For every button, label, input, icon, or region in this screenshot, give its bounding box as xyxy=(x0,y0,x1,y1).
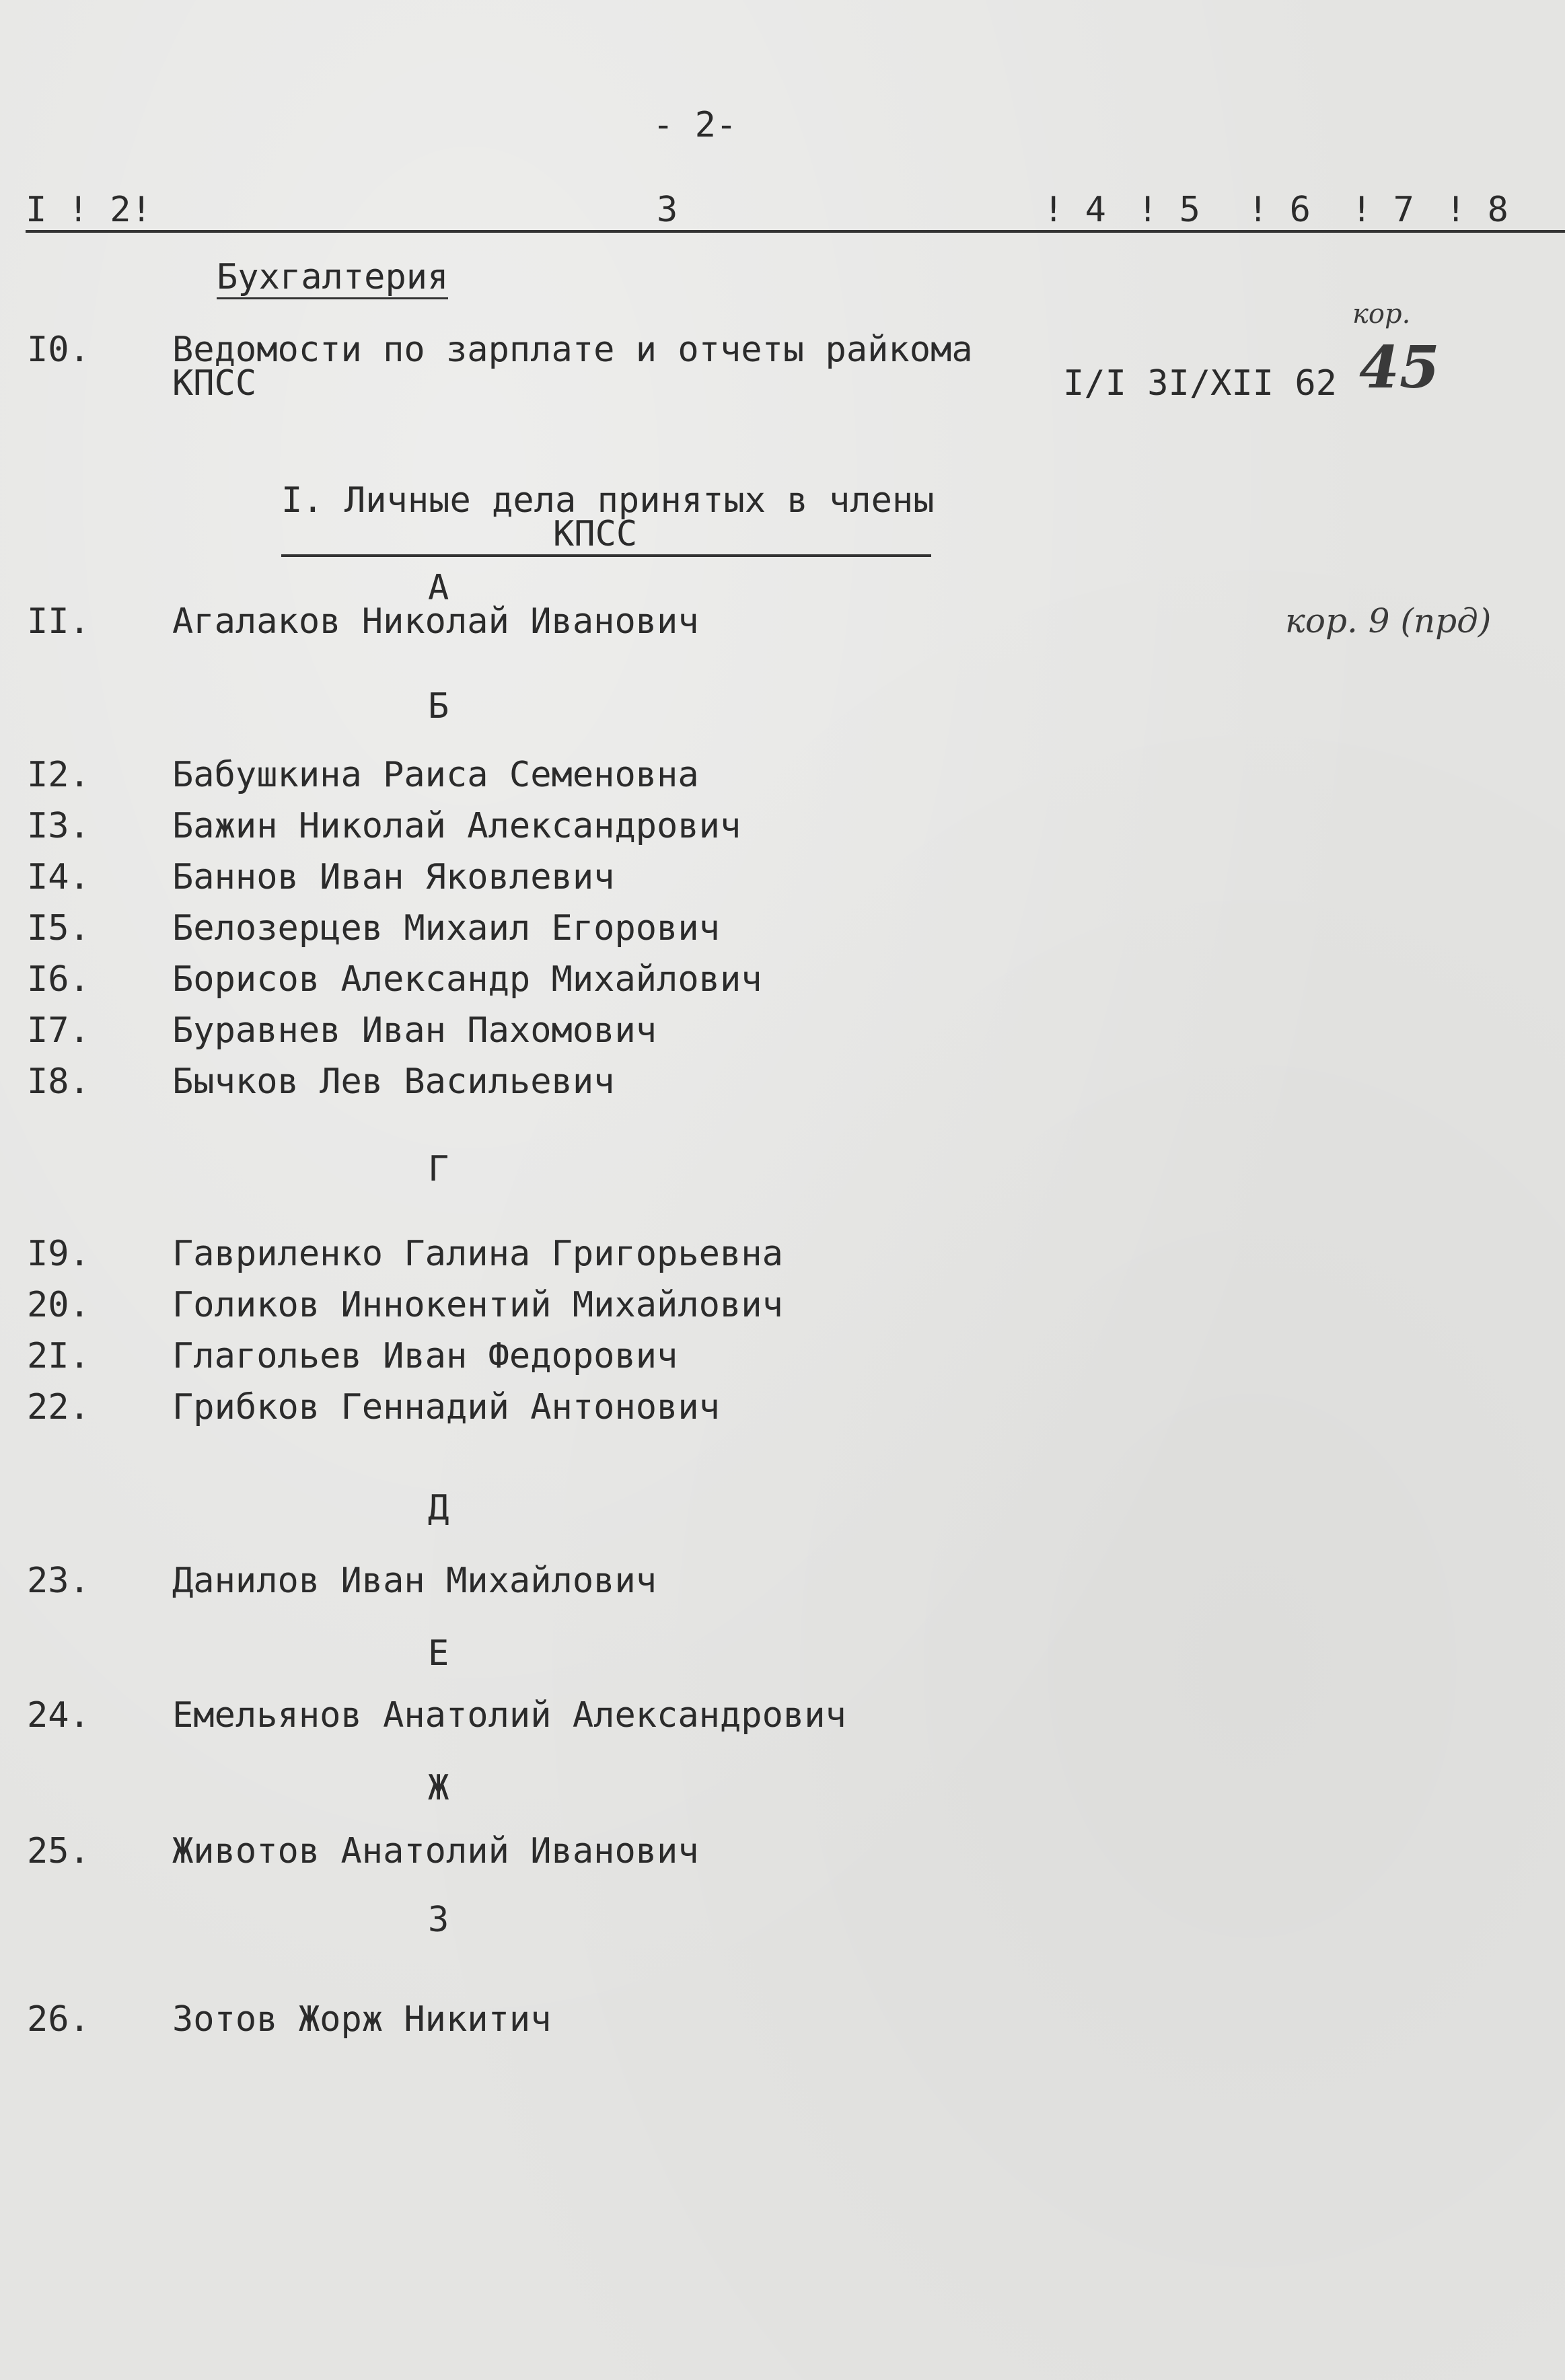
group-letter: Ж xyxy=(428,1768,449,1808)
section-heading-personal-files-line1: I. Личные дела принятых в члены xyxy=(281,480,935,521)
entry-name: Данилов Иван Михайлович xyxy=(172,1561,657,1601)
entry-name: Буравнев Иван Пахомович xyxy=(172,1010,657,1051)
entry-name: Гавриленко Галина Григорьевна xyxy=(172,1234,783,1274)
entry-name: Бажин Николай Александрович xyxy=(172,806,741,846)
column-header-4: ! 4 xyxy=(1043,190,1106,230)
entry-number: I4. xyxy=(27,857,90,897)
column-header-1-2: I ! 2! xyxy=(26,190,152,230)
entry-number: II. xyxy=(27,601,90,642)
entry-dates: I/I 3I/XII 62 xyxy=(1063,363,1337,404)
group-letter: А xyxy=(428,568,449,608)
entry-name: Животов Анатолий Иванович xyxy=(172,1831,699,1871)
section-heading-personal-files-line2: КПСС xyxy=(553,514,638,554)
entry-name: Баннов Иван Яковлевич xyxy=(172,857,615,897)
handwritten-box-label: кор. xyxy=(1352,299,1411,330)
entry-name: Голиков Иннокентий Михайлович xyxy=(172,1285,783,1325)
group-letter: З xyxy=(428,1900,449,1940)
page-number: - 2- xyxy=(653,105,737,145)
section-heading-underline xyxy=(281,554,931,557)
group-letter: Е xyxy=(428,1633,449,1674)
entry-number: I2. xyxy=(27,755,90,795)
section-heading-accounting: Бухгалтерия xyxy=(217,258,448,299)
entry-name: Агалаков Николай Иванович xyxy=(172,601,699,642)
handwritten-box-number: 45 xyxy=(1359,334,1440,402)
entry-name: Емельянов Анатолий Александрович xyxy=(172,1695,846,1736)
group-letter: Б xyxy=(428,686,449,727)
entry-name: Борисов Александр Михайлович xyxy=(172,959,762,1000)
column-header-3: 3 xyxy=(657,190,678,230)
column-header-7: ! 7 xyxy=(1351,190,1414,230)
entry-number: I7. xyxy=(27,1010,90,1051)
entry-number: 20. xyxy=(27,1285,90,1325)
entry-title-line1: Ведомости по зарплате и отчеты райкома xyxy=(172,330,973,370)
header-rule xyxy=(26,230,1565,233)
entry-number: I9. xyxy=(27,1234,90,1274)
entry-name: Белозерцев Михаил Егорович xyxy=(172,908,720,949)
entry-number: I0. xyxy=(27,330,90,370)
entry-number: 22. xyxy=(27,1387,90,1427)
entry-number: I8. xyxy=(27,1062,90,1102)
entry-number: 23. xyxy=(27,1561,90,1601)
entry-title-line2: КПСС xyxy=(172,363,257,404)
entry-name: Глагольев Иван Федорович xyxy=(172,1336,678,1376)
column-header-8: ! 8 xyxy=(1445,190,1508,230)
entry-number: I5. xyxy=(27,908,90,949)
entry-number: I3. xyxy=(27,806,90,846)
column-header-6: ! 6 xyxy=(1247,190,1311,230)
entry-number: 24. xyxy=(27,1695,90,1736)
entry-number: 26. xyxy=(27,1999,90,2040)
handwritten-box-note: кор. 9 (прд) xyxy=(1285,601,1492,640)
entry-number: 25. xyxy=(27,1831,90,1871)
column-header-row xyxy=(26,191,1565,234)
entry-name: Бычков Лев Васильевич xyxy=(172,1062,615,1102)
group-letter: Д xyxy=(428,1488,449,1528)
entry-number: 2I. xyxy=(27,1336,90,1376)
entry-number: I6. xyxy=(27,959,90,1000)
entry-name: Зотов Жорж Никитич xyxy=(172,1999,552,2040)
group-letter: Г xyxy=(428,1149,449,1189)
entry-name: Бабушкина Раиса Семеновна xyxy=(172,755,699,795)
column-header-5: ! 5 xyxy=(1137,190,1200,230)
entry-name: Грибков Геннадий Антонович xyxy=(172,1387,720,1427)
